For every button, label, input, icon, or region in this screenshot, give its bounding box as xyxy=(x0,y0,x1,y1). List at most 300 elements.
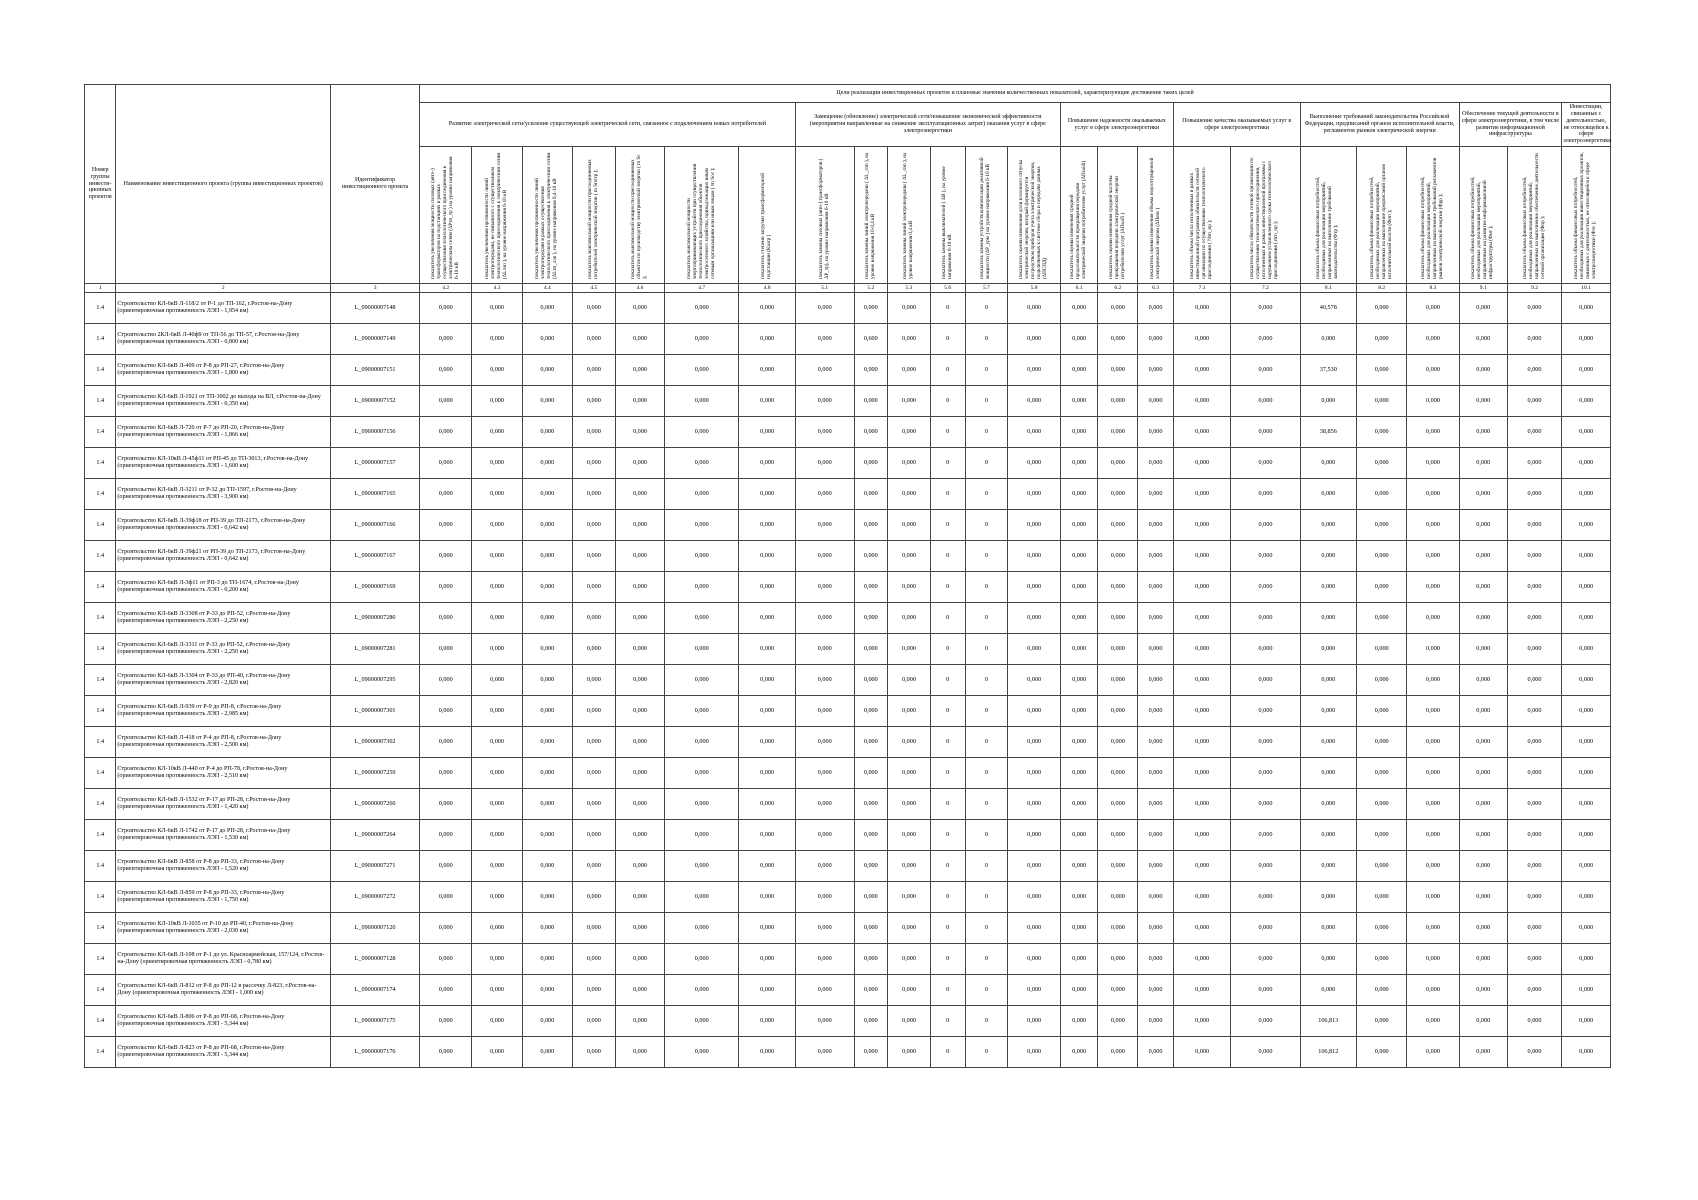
indicator-value-cell: 0 xyxy=(930,913,965,944)
indicator-value-cell: 0,000 xyxy=(1231,448,1300,479)
indicator-value-cell: 0,000 xyxy=(1300,758,1357,789)
indicator-value-cell: 0,000 xyxy=(572,510,615,541)
indicator-value-cell: 0,000 xyxy=(1138,355,1174,386)
indicator-value-cell: 0,000 xyxy=(1459,851,1507,882)
indicator-value-cell: 0 xyxy=(965,479,1008,510)
indicator-value-cell: 0,000 xyxy=(1407,820,1459,851)
indicator-value-cell: 0 xyxy=(930,510,965,541)
column-number: 4.5 xyxy=(572,284,615,293)
project-id-cell: L_09000007301 xyxy=(331,696,420,727)
indicator-value-cell: 0,000 xyxy=(854,851,888,882)
column-number: 5.6 xyxy=(930,284,965,293)
indicator-value-cell: 0,000 xyxy=(665,727,739,758)
indicator-value-cell: 0,000 xyxy=(615,975,664,1006)
indicator-value-cell: 0,000 xyxy=(1138,510,1174,541)
indicator-value-cell: 0,000 xyxy=(665,572,739,603)
indicator-value-cell: 0,000 xyxy=(615,634,664,665)
indicator-value-cell: 0,000 xyxy=(795,851,854,882)
indicator-value-cell: 0,000 xyxy=(1507,820,1561,851)
project-id-cell: L_09000007157 xyxy=(331,448,420,479)
indicator-value-cell: 0,000 xyxy=(1098,293,1138,324)
project-name-cell: Строительство КЛ-6кВ Л-3308 от Р-33 до РП-52, г.Ростов-на-Дону (ориентировочная протяженность ЛЭП - 2,250 км) xyxy=(116,603,331,634)
indicator-value-cell: 0 xyxy=(930,665,965,696)
indicator-value-cell: 0,000 xyxy=(1357,510,1407,541)
indicator-value-cell: 0,000 xyxy=(739,541,796,572)
indicator-value-cell: 0,000 xyxy=(1357,975,1407,1006)
indicator-value-cell: 0,000 xyxy=(1562,479,1611,510)
indicator-value-cell: 0,000 xyxy=(472,293,522,324)
indicator-value-cell: 0,000 xyxy=(1098,572,1138,603)
indicator-value-cell: 0,000 xyxy=(472,479,522,510)
indicator-value-cell: 0,000 xyxy=(1173,324,1231,355)
indicator-value-cell: 0,000 xyxy=(1231,510,1300,541)
indicator-value-cell: 0,000 xyxy=(1562,603,1611,634)
indicator-value-cell: 0,000 xyxy=(1008,1037,1060,1068)
indicator-value-cell: 0,000 xyxy=(1459,975,1507,1006)
group-number-cell: 1.4 xyxy=(85,448,116,479)
group-number-cell: 1.4 xyxy=(85,417,116,448)
indicator-value-cell: 0,000 xyxy=(572,789,615,820)
indicator-value-cell: 0,000 xyxy=(1231,758,1300,789)
indicator-header xyxy=(854,147,888,284)
table-row xyxy=(85,727,1611,758)
column-number: 4.3 xyxy=(472,284,522,293)
indicator-value-cell: 0,000 xyxy=(1138,572,1174,603)
column-number: 5.7 xyxy=(965,284,1008,293)
indicator-value-cell: 0,000 xyxy=(854,355,888,386)
indicator-value-cell: 0,000 xyxy=(1300,510,1357,541)
indicator-value-cell: 0 xyxy=(930,820,965,851)
indicator-header xyxy=(1507,147,1561,284)
indicator-value-cell: 0 xyxy=(930,479,965,510)
table-row xyxy=(85,665,1611,696)
indicator-value-cell: 0,000 xyxy=(615,913,664,944)
project-id-cell: L_09000007174 xyxy=(331,975,420,1006)
project-name-cell: Строительство КЛ-6кВ Л-720 от Р-7 до РП-20, г.Ростов-на-Дону (ориентировочная протяженность ЛЭП - 1,866 км) xyxy=(116,417,331,448)
indicator-header-text: показатель оценки изменения средней продолжительности прекращения передачи электрической энергии потребителям услуг (ΔПsaidi) xyxy=(1069,160,1088,279)
indicator-value-cell: 0,000 xyxy=(888,789,931,820)
group-number-cell: 1.4 xyxy=(85,386,116,417)
indicator-value-cell: 0,000 xyxy=(1098,758,1138,789)
table-row xyxy=(85,820,1611,851)
indicator-value-cell: 0,000 xyxy=(472,789,522,820)
indicator-value-cell: 0,000 xyxy=(522,1006,572,1037)
indicator-value-cell: 0,000 xyxy=(1138,1037,1174,1068)
indicator-value-cell: 0,000 xyxy=(1300,634,1357,665)
project-id-cell: L_09000007148 xyxy=(331,293,420,324)
indicator-value-cell: 0,000 xyxy=(854,541,888,572)
indicator-value-cell: 0,000 xyxy=(665,944,739,975)
indicator-value-cell: 0,000 xyxy=(472,1006,522,1037)
indicator-value-cell: 0,000 xyxy=(420,1037,472,1068)
indicator-value-cell: 0,000 xyxy=(522,386,572,417)
indicator-value-cell: 0,000 xyxy=(739,975,796,1006)
indicator-value-cell: 0,000 xyxy=(739,603,796,634)
indicator-value-cell: 0,000 xyxy=(739,479,796,510)
indicator-value-cell: 0,000 xyxy=(739,851,796,882)
table-row xyxy=(85,448,1611,479)
indicator-value-cell: 0,000 xyxy=(615,665,664,696)
indicator-value-cell: 0 xyxy=(965,386,1008,417)
indicator-value-cell: 0,000 xyxy=(739,820,796,851)
indicator-value-cell: 0,000 xyxy=(854,386,888,417)
indicator-value-cell: 0,000 xyxy=(615,944,664,975)
table-row xyxy=(85,603,1611,634)
indicator-value-cell: 0,000 xyxy=(1459,634,1507,665)
indicator-value-cell: 0,000 xyxy=(665,417,739,448)
indicator-value-cell: 0,000 xyxy=(1507,1037,1561,1068)
indicator-value-cell: 0,000 xyxy=(522,665,572,696)
column-number: 4.2 xyxy=(420,284,472,293)
indicator-value-cell: 0,000 xyxy=(420,572,472,603)
indicator-value-cell: 0,000 xyxy=(572,355,615,386)
indicator-value-cell: 0,000 xyxy=(1459,510,1507,541)
indicator-value-cell: 0,000 xyxy=(1231,386,1300,417)
indicator-value-cell: 0,000 xyxy=(1008,324,1060,355)
group-number-cell: 1.4 xyxy=(85,913,116,944)
indicator-value-cell: 0,000 xyxy=(1060,1006,1098,1037)
indicator-value-cell: 0,000 xyxy=(1098,386,1138,417)
group-number-cell: 1.4 xyxy=(85,355,116,386)
indicator-value-cell: 0,000 xyxy=(1173,572,1231,603)
indicator-value-cell: 0,000 xyxy=(1300,541,1357,572)
table-row xyxy=(85,510,1611,541)
indicator-value-cell: 0,000 xyxy=(1138,634,1174,665)
indicator-value-cell: 0,000 xyxy=(1357,448,1407,479)
table-row xyxy=(85,1006,1611,1037)
indicator-header xyxy=(1357,147,1407,284)
indicator-value-cell: 0,000 xyxy=(615,882,664,913)
project-name-cell: Строительство КЛ-10кВ Л-1035 от Р-10 до РП-40, г.Ростов-на-Дону (ориентировочная протяженность ЛЭП - 2,030 км) xyxy=(116,913,331,944)
indicator-value-cell: 0 xyxy=(930,1006,965,1037)
indicator-value-cell: 0,000 xyxy=(854,820,888,851)
indicator-value-cell: 0,000 xyxy=(1098,541,1138,572)
indicator-value-cell: 0,600 xyxy=(854,324,888,355)
indicator-value-cell: 0 xyxy=(965,789,1008,820)
indicator-value-cell: 0,000 xyxy=(739,572,796,603)
indicator-value-cell: 0,000 xyxy=(615,293,664,324)
indicator-value-cell: 0,000 xyxy=(795,417,854,448)
indicator-value-cell: 0,000 xyxy=(1231,944,1300,975)
table-row xyxy=(85,696,1611,727)
indicator-value-cell: 0,000 xyxy=(522,727,572,758)
indicator-value-cell: 0,000 xyxy=(739,417,796,448)
indicator-header-text: показатель замены силовых (авто-) трансформаторов ( ΔP_тр), на уровне напряжения 6-10 кВ xyxy=(817,158,830,279)
indicator-value-cell: 0,000 xyxy=(1357,541,1407,572)
indicator-value-cell: 0 xyxy=(930,448,965,479)
indicator-header xyxy=(1008,147,1060,284)
indicator-value-cell: 0,000 xyxy=(1008,1006,1060,1037)
indicator-value-cell: 0,000 xyxy=(665,882,739,913)
indicator-value-cell: 0,000 xyxy=(420,541,472,572)
indicator-value-cell: 0 xyxy=(930,324,965,355)
indicator-value-cell: 0,000 xyxy=(1357,727,1407,758)
column-number: 10.1 xyxy=(1562,284,1611,293)
indicator-value-cell: 0,000 xyxy=(1357,696,1407,727)
group-number-cell: 1.4 xyxy=(85,1006,116,1037)
project-name-cell: Строительство КЛ-6кВ Л-39ф21 от РП-39 до ТП-2173, г.Ростов-на-Дону (ориентировочная протяженность ЛЭП - 0,642 км) xyxy=(116,541,331,572)
project-id-cell: L_09000007169 xyxy=(331,572,420,603)
indicator-value-cell: 0,000 xyxy=(1562,789,1611,820)
indicator-value-cell: 0,000 xyxy=(665,696,739,727)
indicator-value-cell: 0,000 xyxy=(1098,851,1138,882)
indicator-value-cell: 0,000 xyxy=(1231,603,1300,634)
indicator-value-cell: 0,000 xyxy=(1231,727,1300,758)
project-id-cell: L_09000007152 xyxy=(331,386,420,417)
indicator-value-cell: 0,000 xyxy=(1300,572,1357,603)
indicator-value-cell: 0,000 xyxy=(1562,820,1611,851)
indicator-value-cell: 0,000 xyxy=(1407,448,1459,479)
indicator-value-cell: 0,000 xyxy=(1459,324,1507,355)
table-row xyxy=(85,758,1611,789)
indicator-value-cell: 0,000 xyxy=(615,603,664,634)
indicator-value-cell: 0,000 xyxy=(665,913,739,944)
header-group-reliability: Повышение надежности оказываемых услуг в сфере электроэнергетики xyxy=(1060,103,1173,147)
indicator-value-cell: 0 xyxy=(930,758,965,789)
indicator-value-cell: 0,000 xyxy=(1507,634,1561,665)
indicator-value-cell: 0 xyxy=(965,634,1008,665)
column-number: 1 xyxy=(85,284,116,293)
indicator-value-cell: 0,000 xyxy=(1407,634,1459,665)
indicator-value-cell: 0,000 xyxy=(665,603,739,634)
table-row xyxy=(85,851,1611,882)
column-number: 4.7 xyxy=(665,284,739,293)
indicator-value-cell: 0,000 xyxy=(615,448,664,479)
group-number-cell: 1.4 xyxy=(85,758,116,789)
indicator-value-cell: 0,000 xyxy=(1173,789,1231,820)
indicator-value-cell: 0,000 xyxy=(888,696,931,727)
indicator-value-cell: 0,000 xyxy=(1459,448,1507,479)
indicator-value-cell: 0,000 xyxy=(522,448,572,479)
indicator-value-cell: 0,000 xyxy=(1173,541,1231,572)
indicator-value-cell: 0,000 xyxy=(1562,572,1611,603)
indicator-value-cell: 0,000 xyxy=(1507,851,1561,882)
indicator-value-cell: 0,000 xyxy=(665,758,739,789)
indicator-value-cell: 0 xyxy=(930,851,965,882)
indicator-value-cell: 0,000 xyxy=(572,417,615,448)
indicator-value-cell: 0,000 xyxy=(854,572,888,603)
indicator-header-text: показатель степени загрузки трансформаторной подстанции (Кзагр ) xyxy=(760,173,773,279)
indicator-value-cell: 0,000 xyxy=(420,386,472,417)
indicator-value-cell: 0,000 xyxy=(1098,603,1138,634)
indicator-value-cell: 0,000 xyxy=(795,975,854,1006)
indicator-value-cell: 0,000 xyxy=(665,479,739,510)
column-number: 4.6 xyxy=(615,284,664,293)
indicator-value-cell: 0,000 xyxy=(1231,324,1300,355)
indicator-value-cell: 0,000 xyxy=(795,696,854,727)
indicator-value-cell: 0,000 xyxy=(739,758,796,789)
project-name-cell: Строительство КЛ-6кВ Л-418 от Р-4 до РП-8, г.Ростов-на-Дону (ориентировочная протяженность ЛЭП - 2,500 км) xyxy=(116,727,331,758)
indicator-value-cell: 0,000 xyxy=(1357,665,1407,696)
indicator-value-cell: 0,000 xyxy=(1459,355,1507,386)
indicator-value-cell: 0,000 xyxy=(665,634,739,665)
indicator-value-cell: 0,000 xyxy=(472,417,522,448)
indicator-value-cell: 0,000 xyxy=(522,851,572,882)
indicator-value-cell: 0,000 xyxy=(420,355,472,386)
indicator-value-cell: 0,000 xyxy=(1173,820,1231,851)
indicator-value-cell: 0,000 xyxy=(1357,789,1407,820)
indicator-value-cell: 0,000 xyxy=(1357,479,1407,510)
indicator-value-cell: 0,000 xyxy=(795,541,854,572)
indicator-value-cell: 0,000 xyxy=(472,696,522,727)
indicator-value-cell: 0,000 xyxy=(1231,975,1300,1006)
indicator-value-cell: 0,000 xyxy=(472,975,522,1006)
indicator-value-cell: 0,000 xyxy=(1231,820,1300,851)
indicator-header xyxy=(522,147,572,284)
group-number-cell: 1.4 xyxy=(85,975,116,1006)
indicator-value-cell: 0,000 xyxy=(1407,758,1459,789)
indicator-value-cell: 0,000 xyxy=(572,479,615,510)
indicator-value-cell: 0,000 xyxy=(1507,665,1561,696)
indicator-value-cell: 0,000 xyxy=(1008,975,1060,1006)
indicator-value-cell: 0,000 xyxy=(420,603,472,634)
indicator-value-cell: 0,000 xyxy=(1173,386,1231,417)
indicator-value-cell: 0,000 xyxy=(1008,417,1060,448)
column-number: 8.1 xyxy=(1300,284,1357,293)
table-row xyxy=(85,386,1611,417)
indicator-value-cell: 0,000 xyxy=(522,293,572,324)
indicator-value-cell: 0,000 xyxy=(1060,541,1098,572)
indicator-value-cell: 0,000 xyxy=(1008,789,1060,820)
indicator-value-cell: 0,000 xyxy=(1008,355,1060,386)
indicator-value-cell: 0,000 xyxy=(472,944,522,975)
indicator-value-cell: 0,000 xyxy=(1060,355,1098,386)
indicator-value-cell: 0,000 xyxy=(888,634,931,665)
indicator-value-cell: 0,000 xyxy=(665,975,739,1006)
indicator-value-cell: 0,000 xyxy=(1562,355,1611,386)
indicator-value-cell: 0,000 xyxy=(1098,448,1138,479)
indicator-value-cell: 0,000 xyxy=(1173,882,1231,913)
indicator-value-cell: 0,000 xyxy=(854,1037,888,1068)
group-number-cell: 1.4 xyxy=(85,541,116,572)
indicator-value-cell: 0,000 xyxy=(854,603,888,634)
column-number: 8.2 xyxy=(1357,284,1407,293)
indicator-value-cell: 0,000 xyxy=(888,758,931,789)
indicator-value-cell: 0,000 xyxy=(888,913,931,944)
indicator-value-cell: 0,000 xyxy=(1173,913,1231,944)
indicator-value-cell: 0,000 xyxy=(1407,789,1459,820)
indicator-value-cell: 0 xyxy=(965,510,1008,541)
indicator-value-cell: 0,000 xyxy=(1060,665,1098,696)
group-number-cell: 1.4 xyxy=(85,634,116,665)
indicator-value-cell: 0,000 xyxy=(522,913,572,944)
indicator-value-cell: 0,000 xyxy=(1231,572,1300,603)
indicator-value-cell: 0,000 xyxy=(472,665,522,696)
group-number-cell: 1.4 xyxy=(85,510,116,541)
project-id-cell: L_09000007281 xyxy=(331,634,420,665)
project-id-cell: L_09000007149 xyxy=(331,324,420,355)
indicator-value-cell: 0,000 xyxy=(795,572,854,603)
indicator-value-cell: 0,000 xyxy=(739,696,796,727)
indicator-value-cell: 0,000 xyxy=(795,1037,854,1068)
column-number: 2 xyxy=(116,284,331,293)
indicator-header xyxy=(965,147,1008,284)
project-name-cell: Строительство КЛ-6кВ Л-1742 от Р-17 до РП-28, г.Ростов-на-Дону (ориентировочная протяженность ЛЭП - 1,530 км) xyxy=(116,820,331,851)
indicator-value-cell: 0,000 xyxy=(795,820,854,851)
indicator-value-cell: 0,000 xyxy=(1507,882,1561,913)
indicator-value-cell: 0,000 xyxy=(1231,417,1300,448)
indicator-value-cell: 0,000 xyxy=(1507,944,1561,975)
indicator-header-text: показатель максимальной мощности энергопринимающих устройств при осуществлении технологического присоединения объектов электросетевого хозяйства, принадлежащих иным сетевым организациям или иным лицам ( тп Sос ); xyxy=(685,163,716,279)
indicator-value-cell: 0,000 xyxy=(1098,510,1138,541)
indicator-header-text: показатель максимальной мощности присоединяемых объектов по производству электрической энергии ( m Sг ); xyxy=(629,154,648,279)
indicator-value-cell: 0,000 xyxy=(472,882,522,913)
indicator-value-cell: 0,000 xyxy=(522,882,572,913)
indicator-value-cell: 0,000 xyxy=(795,479,854,510)
project-id-cell: L_09000007259 xyxy=(331,758,420,789)
indicator-value-cell: 0,000 xyxy=(1173,696,1231,727)
indicator-value-cell: 0,000 xyxy=(615,324,664,355)
indicator-value-cell: 0,000 xyxy=(1300,882,1357,913)
indicator-value-cell: 0,000 xyxy=(615,820,664,851)
indicator-header-text: показатель увеличения мощности силовых (авто-) трансформаторов на подстанциях в рамках осуществления технологического присоединения к электрическим сетям (ΔPтп_тр ) на уровне напряжения 6-10 кВ xyxy=(429,156,460,279)
indicator-value-cell: 0,000 xyxy=(888,727,931,758)
header-goals-title: Цели реализации инвестиционных проектов и плановые значения количественных показателей, характеризующие достижение таких целей xyxy=(420,85,1611,103)
indicator-value-cell: 0,000 xyxy=(1138,696,1174,727)
indicator-value-cell: 0,000 xyxy=(615,355,664,386)
indicator-value-cell: 0,000 xyxy=(420,417,472,448)
indicator-value-cell: 0,000 xyxy=(472,386,522,417)
column-number-row xyxy=(85,284,1611,293)
column-number: 9.1 xyxy=(1459,284,1507,293)
indicator-value-cell: 0,000 xyxy=(1300,820,1357,851)
indicator-value-cell: 0,000 xyxy=(1060,727,1098,758)
indicator-value-cell: 0,000 xyxy=(888,572,931,603)
indicator-value-cell: 0,000 xyxy=(1562,448,1611,479)
indicator-value-cell: 0,000 xyxy=(1407,1006,1459,1037)
indicator-value-cell: 0,000 xyxy=(854,634,888,665)
indicator-value-cell: 0,000 xyxy=(1138,541,1174,572)
indicator-value-cell: 0,000 xyxy=(795,727,854,758)
indicator-value-cell: 0,000 xyxy=(1507,386,1561,417)
indicator-value-cell: 0,000 xyxy=(888,510,931,541)
indicator-value-cell: 0,000 xyxy=(1507,603,1561,634)
indicator-value-cell: 0,000 xyxy=(1098,820,1138,851)
indicator-value-cell: 0,000 xyxy=(1231,789,1300,820)
indicator-value-cell: 0,000 xyxy=(1231,696,1300,727)
indicator-value-cell: 0,000 xyxy=(1008,572,1060,603)
table-row xyxy=(85,944,1611,975)
project-id-cell: L_09000007151 xyxy=(331,355,420,386)
indicator-value-cell: 0,000 xyxy=(1459,417,1507,448)
indicator-value-cell: 0,000 xyxy=(522,975,572,1006)
indicator-value-cell: 0,000 xyxy=(1008,510,1060,541)
indicator-value-cell: 0,000 xyxy=(1060,510,1098,541)
indicator-value-cell: 0,000 xyxy=(1060,975,1098,1006)
indicator-value-cell: 0,000 xyxy=(1459,293,1507,324)
indicator-value-cell: 0,000 xyxy=(795,944,854,975)
indicator-value-cell: 0,000 xyxy=(1173,975,1231,1006)
indicator-value-cell: 0,000 xyxy=(1459,696,1507,727)
indicator-value-cell: 0 xyxy=(930,355,965,386)
indicator-value-cell: 0,000 xyxy=(1459,479,1507,510)
indicator-value-cell: 0,000 xyxy=(522,789,572,820)
project-name-cell: Строительство КЛ-6кВ Л-409 от Р-8 до РП-27, г.Ростов-на-Дону (ориентировочная протяженность ЛЭП - 1,800 км) xyxy=(116,355,331,386)
indicator-value-cell: 0,000 xyxy=(1407,696,1459,727)
indicator-value-cell: 0,000 xyxy=(1098,665,1138,696)
indicator-value-cell: 0 xyxy=(930,386,965,417)
indicator-value-cell: 0 xyxy=(965,758,1008,789)
indicator-value-cell: 0 xyxy=(930,293,965,324)
project-name-cell: Строительство КЛ-6кВ Л-1921 от ТП-3002 до выхода на ВЛ, г.Ростов-на-Дону (ориентировочная протяженность ЛЭП - 0,350 км) xyxy=(116,386,331,417)
indicator-value-cell: 0,000 xyxy=(795,1006,854,1037)
indicator-value-cell: 0,000 xyxy=(572,386,615,417)
project-name-cell: Строительство КЛ-6кВ Л-108 от Р-1 до ул. Красноармейская, 157/124, г.Ростов-на-Дону (ориентировочная протяженность ЛЭП - 0,780 км) xyxy=(116,944,331,975)
indicator-value-cell: 0,000 xyxy=(1173,944,1231,975)
indicator-value-cell: 0,000 xyxy=(615,417,664,448)
indicator-value-cell: 0,000 xyxy=(522,696,572,727)
indicator-value-cell: 0,000 xyxy=(522,1037,572,1068)
